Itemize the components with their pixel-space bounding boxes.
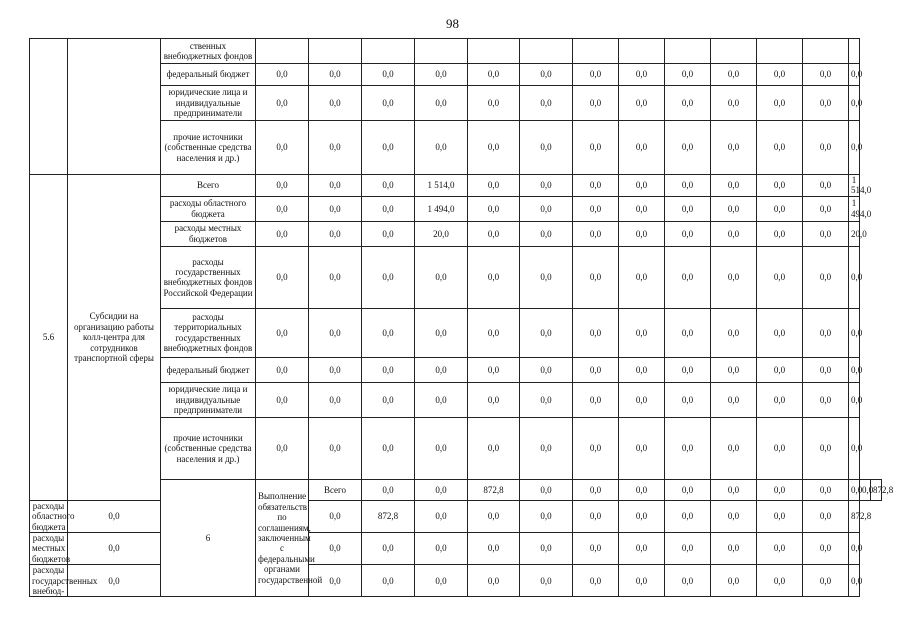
funding-source-cell: Всего: [161, 175, 256, 197]
value-cell: 0,0: [468, 175, 520, 197]
value-cell: 0,0: [619, 221, 665, 246]
funding-source-cell: расходы государственных внебюджетных фондов Российской Федерации: [161, 246, 256, 308]
value-cell: 872,8: [362, 500, 415, 532]
value-cell: 0,0: [573, 357, 619, 382]
value-cell: 0,0: [309, 308, 362, 357]
value-cell: 0,0: [803, 308, 849, 357]
value-cell: 0,0: [520, 175, 573, 197]
value-cell: 0,0: [665, 357, 711, 382]
value-cell: 0,0: [362, 246, 415, 308]
value-cell: 0,0: [468, 64, 520, 86]
value-cell: 0,0: [803, 221, 849, 246]
value-cell: 0,0: [757, 357, 803, 382]
value-cell: 0,0: [309, 221, 362, 246]
value-cell: 0,0: [415, 357, 468, 382]
value-cell: 0,0: [757, 308, 803, 357]
value-cell: 0,0: [665, 86, 711, 121]
value-cell: 0,0: [362, 64, 415, 86]
value-cell: 0,0: [711, 357, 757, 382]
funding-source-cell: расходы областного бюджета: [30, 500, 68, 532]
value-cell: 872,8: [849, 500, 860, 532]
value-cell: 0,0: [468, 500, 520, 532]
value-cell: 0,0: [711, 121, 757, 175]
value-cell: 0,0: [711, 64, 757, 86]
value-cell: [256, 39, 309, 64]
value-cell: 0,0: [520, 121, 573, 175]
value-cell: 0,0: [757, 196, 803, 221]
value-cell: 0,0: [849, 308, 860, 357]
value-cell: 0,0: [619, 417, 665, 479]
value-cell: 0,0: [415, 86, 468, 121]
value-cell: 0,0: [665, 479, 711, 500]
value-cell: 0,0: [757, 64, 803, 86]
table-row: [30, 565, 882, 597]
value-cell: 0,0: [849, 64, 860, 86]
value-cell: 1 494,0: [415, 196, 468, 221]
value-cell: 0,0: [362, 121, 415, 175]
value-cell: 0,0: [468, 86, 520, 121]
value-cell: 0,0: [415, 308, 468, 357]
value-cell: 0,0: [665, 500, 711, 532]
value-cell: 0,0: [665, 382, 711, 417]
value-cell: 0,0: [309, 86, 362, 121]
value-cell: 0,0: [665, 175, 711, 197]
table-row: [30, 175, 882, 197]
value-cell: 0,0: [256, 221, 309, 246]
value-cell: 0,0: [711, 533, 757, 565]
page-number: 98: [446, 16, 459, 31]
value-cell: 0,0: [256, 175, 309, 197]
funding-source-cell: прочие источники (собственные средства населения и др.): [161, 417, 256, 479]
value-cell: 0,0: [520, 86, 573, 121]
value-cell: 0,0: [256, 417, 309, 479]
row-index-cell: 6: [161, 479, 256, 597]
value-cell: 0,0: [711, 565, 757, 597]
value-cell: 0,0: [803, 196, 849, 221]
budget-table: [29, 38, 894, 597]
value-cell: 0,0: [573, 64, 619, 86]
value-cell: 0,0: [256, 86, 309, 121]
value-cell: 0,0: [362, 308, 415, 357]
value-cell: 0,0: [619, 357, 665, 382]
value-cell: 0,0: [309, 565, 362, 597]
value-cell: 0,0: [573, 500, 619, 532]
value-cell: 0,0: [68, 533, 161, 565]
value-cell: 0,0: [757, 533, 803, 565]
value-cell: 0,0: [665, 533, 711, 565]
value-cell: [520, 39, 573, 64]
value-cell: 0,0: [309, 246, 362, 308]
value-cell: 0,0: [309, 175, 362, 197]
value-cell: [309, 39, 362, 64]
value-cell: 0,0: [573, 382, 619, 417]
value-cell: 20,0: [849, 221, 860, 246]
value-cell: [619, 39, 665, 64]
value-cell: 0,0: [309, 417, 362, 479]
value-cell: 0,0: [362, 86, 415, 121]
value-cell: 0,0: [619, 382, 665, 417]
table-body: [30, 39, 894, 597]
table-row: [30, 39, 882, 64]
value-cell: 0,0: [757, 479, 803, 500]
value-cell: 0,0: [711, 175, 757, 197]
value-cell: 0,0: [619, 121, 665, 175]
value-cell: 0,0: [520, 196, 573, 221]
value-cell: 0,0: [256, 357, 309, 382]
value-cell: 0,0: [619, 196, 665, 221]
value-cell: 0,0: [757, 382, 803, 417]
value-cell: 0,0: [520, 500, 573, 532]
value-cell: 0,0: [665, 417, 711, 479]
row-name-cell: Выполнение обязательств по соглашениям, заключенным с федеральными органами государственной: [256, 479, 309, 597]
value-cell: 0,0: [468, 308, 520, 357]
value-cell: 0,0: [468, 246, 520, 308]
funding-source-cell: юридические лица и индивидуальные предприниматели: [161, 86, 256, 121]
value-cell: 0,0: [849, 479, 860, 500]
value-cell: 0,0: [415, 121, 468, 175]
value-cell: 0,0: [520, 565, 573, 597]
value-cell: 0,0: [309, 382, 362, 417]
value-cell: 0,0: [309, 196, 362, 221]
value-cell: 0,0: [803, 533, 849, 565]
value-cell: 0,0: [468, 357, 520, 382]
value-cell: 0,0: [362, 417, 415, 479]
value-cell: 0,0: [415, 64, 468, 86]
value-cell: 0,0: [849, 121, 860, 175]
value-cell: 0,0: [711, 246, 757, 308]
value-cell: 0,0: [415, 417, 468, 479]
value-cell: 0,0: [468, 382, 520, 417]
value-cell: 0,0: [757, 86, 803, 121]
funding-source-cell: ственных внебюджетных фондов: [161, 39, 256, 64]
value-cell: 0,0: [803, 64, 849, 86]
value-cell: 1 494,0: [849, 196, 860, 221]
value-cell: 0,0: [256, 382, 309, 417]
value-cell: 0,0: [849, 417, 860, 479]
value-cell: [573, 39, 619, 64]
value-cell: 0,0: [573, 417, 619, 479]
value-cell: 0,0: [573, 196, 619, 221]
value-cell: 0,0: [68, 500, 161, 532]
value-cell: 0,0: [619, 308, 665, 357]
value-cell: 0,0: [520, 221, 573, 246]
funding-source-cell: прочие источники (собственные средства населения и др.): [161, 121, 256, 175]
value-cell: 0,0: [757, 565, 803, 597]
value-cell: 0,0: [520, 479, 573, 500]
value-cell: 0,0: [415, 246, 468, 308]
row-index-cell: [30, 39, 68, 175]
value-cell: 0,0: [711, 500, 757, 532]
value-cell: 0,0: [665, 221, 711, 246]
value-cell: 0,0: [619, 86, 665, 121]
value-cell: 0,0: [415, 382, 468, 417]
value-cell: 0,0: [803, 479, 849, 500]
value-cell: 0,0: [619, 533, 665, 565]
value-cell: 0,0: [757, 121, 803, 175]
value-cell: [757, 39, 803, 64]
value-cell: [849, 39, 860, 64]
value-cell: 0,0: [619, 479, 665, 500]
value-cell: 0,0: [256, 308, 309, 357]
value-cell: 0,0: [520, 308, 573, 357]
value-cell: 0,0: [415, 479, 468, 500]
value-cell: 0,0: [520, 382, 573, 417]
value-cell: 0,0: [619, 175, 665, 197]
value-cell: 0,0: [803, 382, 849, 417]
value-cell: 0,0: [711, 196, 757, 221]
value-cell: 0,0: [468, 121, 520, 175]
row-index-cell: 5.6: [30, 175, 68, 501]
value-cell: 0,0: [665, 308, 711, 357]
value-cell: 0,0: [362, 533, 415, 565]
value-cell: 0,0: [573, 86, 619, 121]
value-cell: 0,0: [415, 565, 468, 597]
value-cell: 0,0: [573, 479, 619, 500]
value-cell: 0,0: [415, 533, 468, 565]
value-cell: 0,0: [573, 246, 619, 308]
row-name-cell: Субсидии на организацию работы колл-центра для сотрудников транспортной сферы: [68, 175, 161, 501]
value-cell: 0,0: [803, 500, 849, 532]
value-cell: 0,0: [757, 175, 803, 197]
value-cell: 0,0: [849, 382, 860, 417]
value-cell: 0,0: [68, 565, 161, 597]
value-cell: 0,0: [309, 357, 362, 382]
value-cell: 0,0: [309, 500, 362, 532]
value-cell: 0,0: [468, 417, 520, 479]
value-cell: 0,0: [849, 86, 860, 121]
value-cell: 0,0: [803, 121, 849, 175]
value-cell: 0,0: [711, 417, 757, 479]
value-cell: 0,0: [362, 221, 415, 246]
value-cell: 0,0: [619, 565, 665, 597]
value-cell: 0,0: [757, 221, 803, 246]
value-cell: 0,0: [573, 308, 619, 357]
value-cell: 0,0: [362, 196, 415, 221]
value-cell: 0,0: [362, 175, 415, 197]
value-cell: 0,0: [849, 565, 860, 597]
value-cell: 872,8: [468, 479, 520, 500]
value-cell: 1 514,0: [415, 175, 468, 197]
value-cell: 0,0: [711, 308, 757, 357]
value-cell: 0,0: [803, 86, 849, 121]
value-cell: 0,0: [309, 121, 362, 175]
value-cell: 0,0: [573, 565, 619, 597]
value-cell: 0,0: [468, 565, 520, 597]
table-row: [30, 533, 882, 565]
funding-source-cell: юридические лица и индивидуальные предприниматели: [161, 382, 256, 417]
value-cell: 0,0: [665, 64, 711, 86]
value-cell: 0,0: [520, 357, 573, 382]
value-cell: 0,0: [803, 417, 849, 479]
funding-source-cell: расходы местных бюджетов: [30, 533, 68, 565]
value-cell: 0,0: [256, 246, 309, 308]
value-cell: 872,8: [871, 479, 882, 500]
value-cell: 0,0: [415, 500, 468, 532]
value-cell: 0,0: [520, 64, 573, 86]
value-cell: 0,0: [860, 479, 871, 500]
value-cell: 0,0: [803, 246, 849, 308]
value-cell: 0,0: [711, 86, 757, 121]
value-cell: 0,0: [711, 479, 757, 500]
value-cell: 0,0: [362, 565, 415, 597]
value-cell: 0,0: [757, 500, 803, 532]
funding-source-cell: расходы государственных внебюд-: [30, 565, 68, 597]
value-cell: 0,0: [573, 121, 619, 175]
value-cell: 0,0: [803, 565, 849, 597]
value-cell: 0,0: [362, 357, 415, 382]
value-cell: 0,0: [468, 196, 520, 221]
value-cell: 0,0: [849, 246, 860, 308]
value-cell: 0,0: [665, 565, 711, 597]
value-cell: 0,0: [849, 533, 860, 565]
value-cell: 0,0: [362, 382, 415, 417]
value-cell: 0,0: [665, 196, 711, 221]
value-cell: 0,0: [520, 417, 573, 479]
value-cell: 0,0: [757, 246, 803, 308]
value-cell: 0,0: [665, 246, 711, 308]
funding-source-cell: Всего: [309, 479, 362, 500]
value-cell: [803, 39, 849, 64]
value-cell: 1 514,0: [849, 175, 860, 197]
value-cell: 0,0: [256, 121, 309, 175]
value-cell: 0,0: [256, 196, 309, 221]
value-cell: 0,0: [619, 246, 665, 308]
value-cell: 0,0: [849, 357, 860, 382]
value-cell: 0,0: [711, 382, 757, 417]
value-cell: [415, 39, 468, 64]
funding-source-cell: федеральный бюджет: [161, 64, 256, 86]
value-cell: 0,0: [309, 64, 362, 86]
table-row: [30, 500, 882, 532]
value-cell: 0,0: [665, 121, 711, 175]
value-cell: 0,0: [256, 64, 309, 86]
value-cell: 0,0: [309, 533, 362, 565]
value-cell: 0,0: [573, 221, 619, 246]
value-cell: 0,0: [468, 533, 520, 565]
value-cell: 0,0: [619, 64, 665, 86]
value-cell: 0,0: [619, 500, 665, 532]
value-cell: 0,0: [468, 221, 520, 246]
row-name-cell: [68, 39, 161, 175]
value-cell: 0,0: [711, 221, 757, 246]
funding-source-cell: расходы местных бюджетов: [161, 221, 256, 246]
funding-source-cell: расходы областного бюджета: [161, 196, 256, 221]
value-cell: [711, 39, 757, 64]
value-cell: 0,0: [573, 533, 619, 565]
value-cell: [362, 39, 415, 64]
funding-source-cell: федеральный бюджет: [161, 357, 256, 382]
value-cell: 0,0: [520, 246, 573, 308]
value-cell: 0,0: [573, 175, 619, 197]
value-cell: 20,0: [415, 221, 468, 246]
value-cell: 0,0: [803, 357, 849, 382]
value-cell: [468, 39, 520, 64]
funding-source-cell: расходы территориальных государственных внебюджетных фондов: [161, 308, 256, 357]
value-cell: 0,0: [520, 533, 573, 565]
value-cell: 0,0: [757, 417, 803, 479]
value-cell: 0,0: [803, 175, 849, 197]
value-cell: [665, 39, 711, 64]
value-cell: 0,0: [362, 479, 415, 500]
